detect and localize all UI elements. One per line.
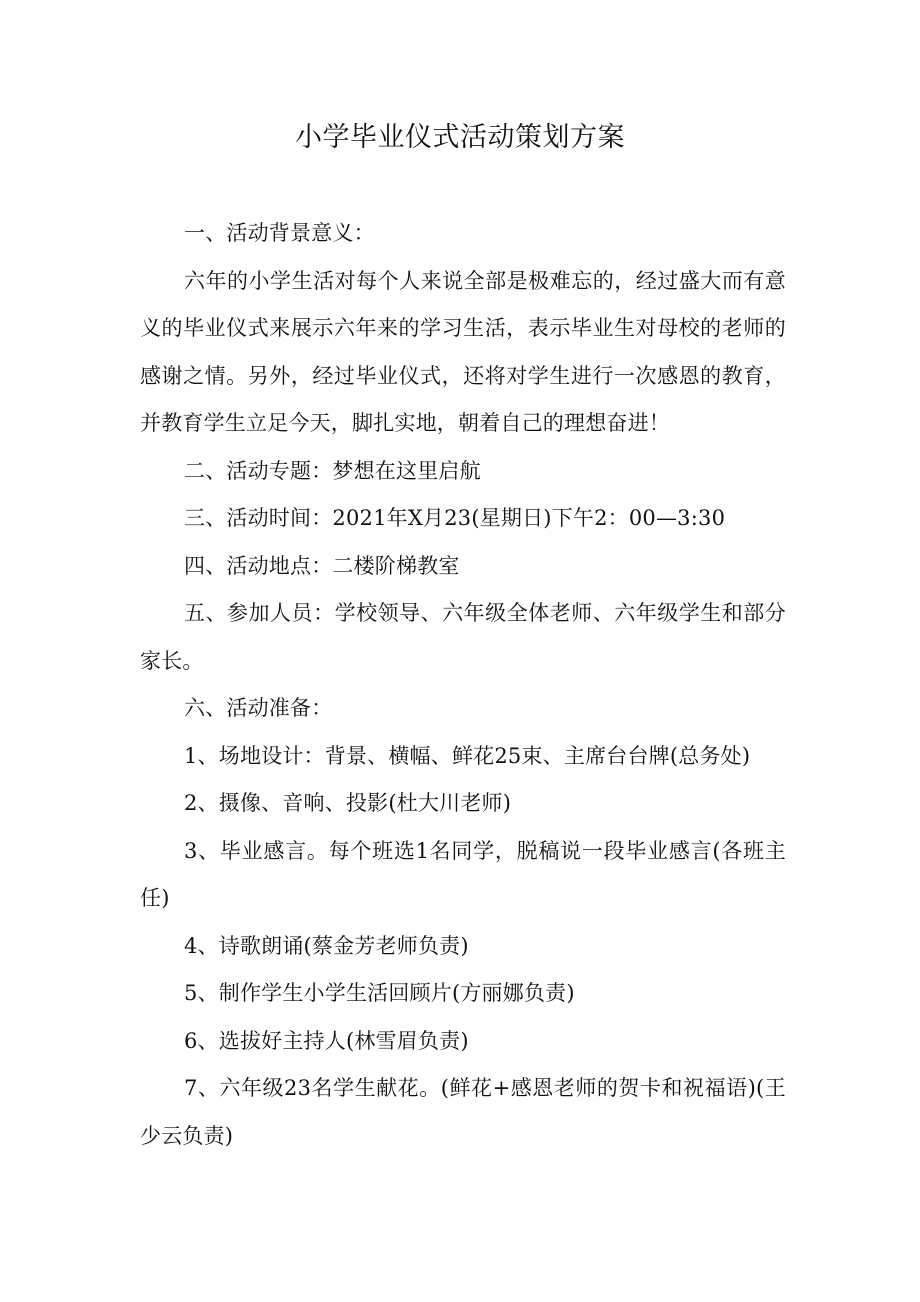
section-heading-preparation: 六、活动准备： [184, 696, 333, 720]
preparation-item-6: 6、选拔好主持人(林雪眉负责) [184, 1028, 469, 1053]
preparation-item-7: 7、六年级23名学生献花。(鲜花+感恩老师的贺卡和祝福语)(王少云负责) [140, 1076, 786, 1148]
preparation-item-4: 4、诗歌朗诵(蔡金芳老师负责) [184, 933, 469, 958]
background-paragraph: 六年的小学生活对每个人来说全部是极难忘的，经过盛大而有意义的毕业仪式来展示六年来的学习生活，表示毕业生对母校的老师的感谢之情。另外，经过毕业仪式，还将对学生进行一次感恩的教育，并教育学生立足今天，脚扎实地，朝着自己的理想奋进！ [140, 268, 786, 435]
preparation-item-5: 5、制作学生小学生活回顾片(方丽娜负责) [184, 981, 575, 1005]
document-title: 小学毕业仪式活动策划方案 [295, 122, 625, 153]
section-participants: 五、参加人员：学校领导、六年级全体老师、六年级学生和部分家长。 [140, 601, 786, 673]
section-time: 三、活动时间：2021年X月23(星期日)下午2：00—3:30 [184, 506, 726, 530]
section-heading-background: 一、活动背景意义： [184, 221, 375, 245]
preparation-item-1: 1、场地设计：背景、横幅、鲜花25束、主席台台牌(总务处) [184, 743, 751, 768]
section-theme: 二、活动专题：梦想在这里启航 [184, 458, 481, 483]
section-location: 四、活动地点：二楼阶梯教室 [184, 553, 460, 578]
preparation-item-3: 3、毕业感言。每个班选1名同学，脱稿说一段毕业感言(各班主任) [140, 838, 786, 910]
preparation-item-2: 2、摄像、音响、投影(杜大川老师) [184, 791, 512, 815]
document-body [140, 210, 786, 1160]
